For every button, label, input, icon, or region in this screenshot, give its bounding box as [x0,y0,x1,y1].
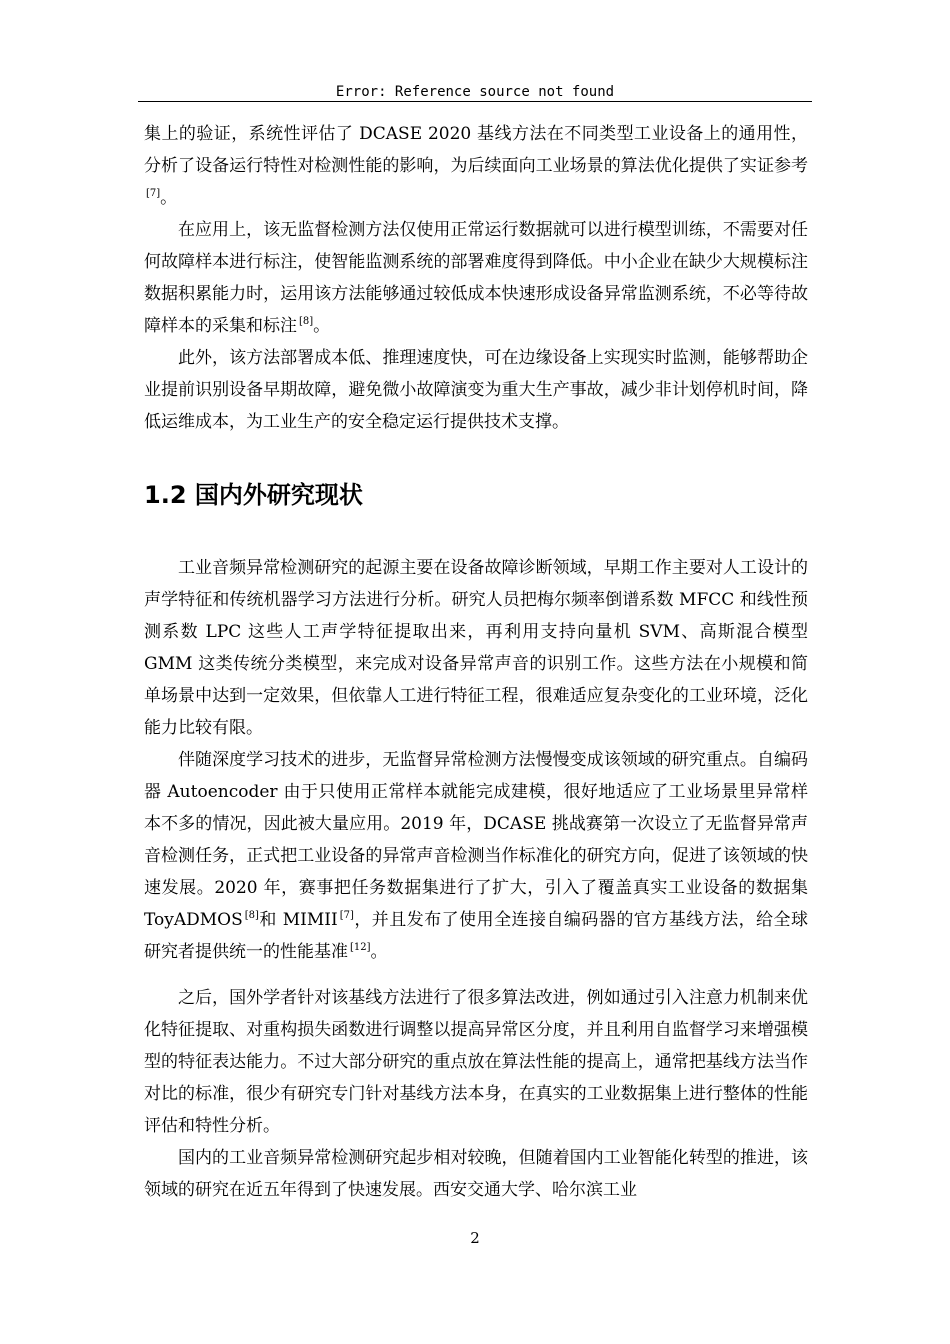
paragraph-text: 伴随深度学习技术的进步，无监督异常检测方法慢慢变成该领域的研究重点。自编码器 Autoencoder 由于只使用正常样本就能完成建模，很好地适应了工业场景里异常样本不多的情况，因此被大量应用。2019 年，DCASE 挑战赛第一次设立了无监督异常声音检测任务，正式把工业设备的异常声音检测当作标准化的研究方向，促进了该领域的快速发展。2020 年，赛事把任务数据集进行了扩大，引入了覆盖真实工业设备的数据集 ToyADMOS [144,750,808,930]
paragraph-gap [144,968,808,982]
section-heading: 1.2 国内外研究现状 [144,481,363,509]
citation-ref: [8] [244,910,259,921]
page-body [144,118,808,1206]
paragraph-deployment: 此外，该方法部署成本低、推理速度快，可在边缘设备上实现实时监测，能够帮助企业提前识别设备早期故障，避免微小故障演变为重大生产事故，减少非计划停机时间，降低运维成本，为工业生产的安全稳定运行提供技术支撑。 [144,348,808,432]
citation-ref: [7] [339,910,354,921]
header-rule [138,101,812,102]
paragraph-text: 集上的验证，系统性评估了 DCASE 2020 基线方法在不同类型工业设备上的通用性，分析了设备运行特性对检测性能的影响，为后续面向工业场景的算法优化提供了实证参考 [144,124,808,176]
paragraph-application [144,214,808,342]
paragraph-punct: 。 [370,942,388,962]
paragraph-punct: 。 [160,188,178,208]
citation-ref: [7] [146,188,161,199]
running-header: Error: Reference source not found [335,84,615,100]
paragraph-foreign-research: 之后，国外学者针对该基线方法进行了很多算法改进，例如通过引入注意力机制来优化特征提取、对重构损失函数进行调整以提高异常区分度，并且利用自监督学习来增强模型的特征表达能力。不过大部分研究的重点放在算法性能的提高上，通常把基线方法当作对比的标准，很少有研究专门针对基线方法本身，在真实的工业数据集上进行整体的性能评估和特性分析。 [144,988,808,1136]
paragraph-domestic-research: 国内的工业音频异常检测研究起步相对较晚，但随着国内工业智能化转型的推进，该领域的研究在近五年得到了快速发展。西安交通大学、哈尔滨工业 [144,1148,808,1200]
paragraph-origins: 工业音频异常检测研究的起源主要在设备故障诊断领域，早期工作主要对人工设计的声学特征和传统机器学习方法进行分析。研究人员把梅尔频率倒谱系数 MFCC 和线性预测系数 LPC 这些人工声学特征提取出来，再利用支持向量机 SVM、高斯混合模型 GMM 这类传统分类模型，来完成对设备异常声音的识别工作。这些方法在小规模和简单场景中达到一定效果，但依靠人工进行特征工程，很难适应复杂变化的工业环境，泛化能力比较有限。 [144,558,808,738]
paragraph-continuation [144,118,808,214]
paragraph-text: ，并且发布了使用全连接自编码器的官方基线方法，给全球研究者提供统一的性能基准 [144,910,808,962]
paragraph-punct: 。 [313,316,331,336]
paragraph-text: 和 MIMII [258,910,338,930]
citation-ref: [8] [299,316,314,327]
paragraph-text: 在应用上，该无监督检测方法仅使用正常运行数据就可以进行模型训练，不需要对任何故障样本进行标注，使智能监测系统的部署难度得到降低。中小企业在缺少大规模标注数据积累能力时，运用该方法能够通过较低成本快速形成设备异常监测系统，不必等待故障样本的采集和标注 [144,220,808,336]
citation-ref: [12] [350,942,371,953]
paragraph-deep-learning [144,744,808,968]
page-number: 2 [470,1229,480,1247]
